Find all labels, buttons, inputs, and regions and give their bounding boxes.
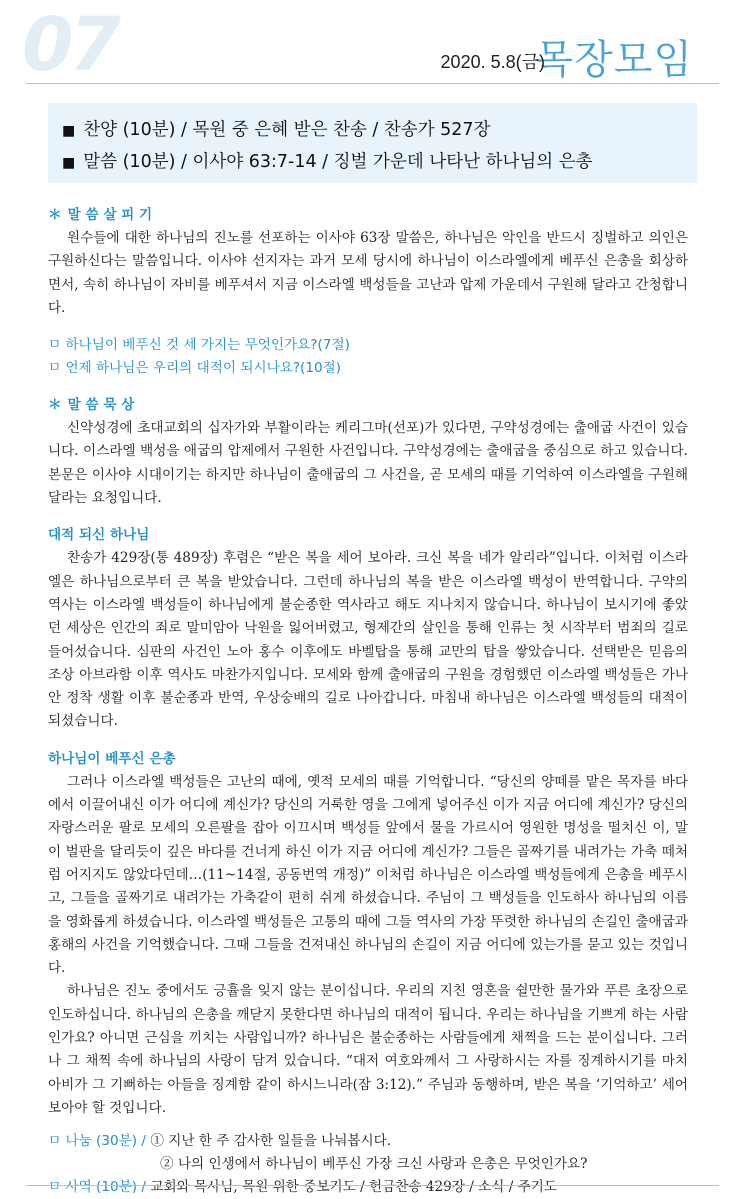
question-1: ㅁ 하나님이 베푸신 것 세 가지는 무엇인가요?(7절) [48,337,350,354]
paragraph-grace-2: 하나님은 진노 중에서도 긍휼을 잊지 않는 분이십니다. 우리의 지친 영혼을 쉴만한 물가와 푸른 초장으로 인도하십니다. 하나님의 은총을 깨닫지 못한다면 하나님의 대적이 됩니다. 우리는 하나님을 기쁘게 하는 사람인가요? 아니면 근심을 끼치는 사람입니까? 하나님은 불순종하는 사람들에게 채찍을 드는 분이십니다. 그러나 그 채찍 속에 하나님의 사랑이 담겨 있습니다. “대저 여호와께서 그 사랑하시는 자를 징계하시기를 마치 아비가 그 기뻐하는 아들을 징계함 같이 하시느니라(잠 3:12).” 주님과 동행하며, 받은 복을 ‘기억하고’ 세어 보아야 할 것입니다. [48,983,688,1116]
paragraph-meditate: 신약성경에 초대교회의 십자가와 부활이라는 케리그마(선포)가 있다면, 구약성경에는 출애굽 사건이 있습니다. 이스라엘 백성을 애굽의 압제에서 구원한 사건입니다. 구약성경에는 출애굽을 중심으로 하고 있습니다. 본문은 이사야 시대이기는 하지만 하나님이 출애굽의 그 사건을, 곧 모세의 때를 기억하여 이스라엘을 구원해달라는 요청입니다. [48,420,688,507]
main-content [48,204,688,1199]
share-item-2: ② 나의 인생에서 하나님이 베푸신 가장 크신 사랑과 은총은 무엇인가요? [160,1156,588,1173]
page-number: 07 [22,2,117,88]
summary-line-word: ■ 말씀 (10분) / 이사야 63:7-14 / 징벌 가운데 나타난 하나님의 은총 [62,152,593,172]
share-item-1: ① 지난 한 주 감사한 일들을 나눠봅시다. [150,1133,392,1150]
section-heading-meditate: ＊ 말 씀 묵 상 [48,397,135,414]
activity-ministry [48,1176,688,1199]
activity-share [48,1130,688,1153]
date: 2020. 5.8(금) [440,52,545,72]
question-2: ㅁ 언제 하나님은 우리의 대적이 되시나요?(10절) [48,360,342,377]
page-title: 목장모임 [534,37,693,83]
paragraph-grace-1: 그러나 이스라엘 백성들은 고난의 때에, 옛적 모세의 때를 기억합니다. “당신의 양떼를 맡은 목자를 바다에서 이끌어내신 이가 어디에 계신가? 당신의 거룩한 영을 그에게 넣어주신 이가 지금 어디에 계신가? 당신의 자랑스러운 팔로 모세의 오른팔을 잡아 이끄시며 백성들 앞에서 물을 가르시어 영원한 명성을 떨치신 이, 말이 벌판을 달리듯이 깊은 바다를 건너게 하신 이가 지금 어디에 계신가? 그들은 골짜기를 내려가는 가축 떼처럼 어지지도 않았다던데…(11~14절, 공동번역 개정)” 이처럼 하나님은 이스라엘 백성들에게 은총을 베푸시고, 그들을 골짜기로 내려가는 가축같이 편히 쉬게 하셨습니다. 주님이 그 백성들을 인도하사 하나님의 이름을 영화롭게 하셨습니다. 이스라엘 백성들은 고통의 때에 그들 역사의 가장 뚜렷한 하나님의 손길인 출애굽과 홍해의 사건을 기억했습니다. 그때 그들을 건져내신 하나님의 손길이 지금 어디에 있는가를 묻고 있는 것입니다. [48,773,688,977]
asterisk-icon: ＊ [48,207,62,223]
section-heading-look: ＊ 말 씀 살 피 기 [48,207,153,223]
paragraph-look: 원수들에 대한 하나님의 진노를 선포하는 이사야 63장 말씀은, 하나님은 악인을 반드시 징벌하고 의인은 구원하신다는 말씀입니다. 이사야 선지자는 과거 모세 당시에 하나님이 이스라엘에게 베푸신 은총을 회상하면서, 속히 하나님이 자비를 베푸셔서 지금 이스라엘 백성들을 고난과 압제 가운데서 구원해 달라고 간청합니다. [48,230,688,316]
square-bullet-icon: ■ [62,155,76,171]
share-label: ㅁ 나눔 (30분) / [48,1133,146,1150]
summary-box [48,103,697,183]
summary-line-praise: ■ 찬양 (10분) / 목원 중 은혜 받은 찬송 / 찬송가 527장 [62,120,491,140]
paragraph-enemy: 찬송가 429장(통 489장) 후렴은 “받은 복을 세어 보아라. 크신 복을 네가 알리라”입니다. 이처럼 이스라엘은 하나님으로부터 큰 복을 받았습니다. 그런데 하나님의 복을 받은 이스라엘 백성이 반역합니다. 구약의 역사는 이스라엘 백성들이 하나님에게 불순종한 역사라고 해도 지나치지 않습니다. 하나님이 보시기에 좋았던 세상은 인간의 죄로 말미암아 낙원을 잃어버렸고, 형제간의 살인을 통해 인류는 첫 시작부터 범죄의 길로 들어섰습니다. 심판의 사건인 노아 홍수 이후에도 바벨탑을 통해 교만의 탑을 쌓았습니다. 선택받은 믿음의 조상 아브라함 이후 역사도 마찬가지입니다. 모세와 함께 출애굽의 구원을 경험했던 이스라엘 백성들은 가나안 정착 생활 이후 불순종과 반역, 우상숭배의 길로 나아갑니다. 마침내 하나님은 이스라엘 백성들의 대적이 되셨습니다. [48,550,688,730]
ministry-text: 교회와 목사님, 목원 위한 중보기도 / 헌금찬송 429장 / 소식 / 주기도 [150,1179,558,1196]
square-bullet-icon: ■ [62,123,76,139]
ministry-label: ㅁ 사역 (10분) / [48,1179,146,1196]
footer-divider [26,1185,719,1186]
asterisk-icon: ＊ [48,397,62,414]
section-heading-grace: 하나님이 베푸신 은총 [48,750,176,767]
header-divider [26,83,719,84]
section-heading-enemy: 대적 되신 하나님 [48,527,150,544]
activity-share-2 [48,1153,688,1176]
